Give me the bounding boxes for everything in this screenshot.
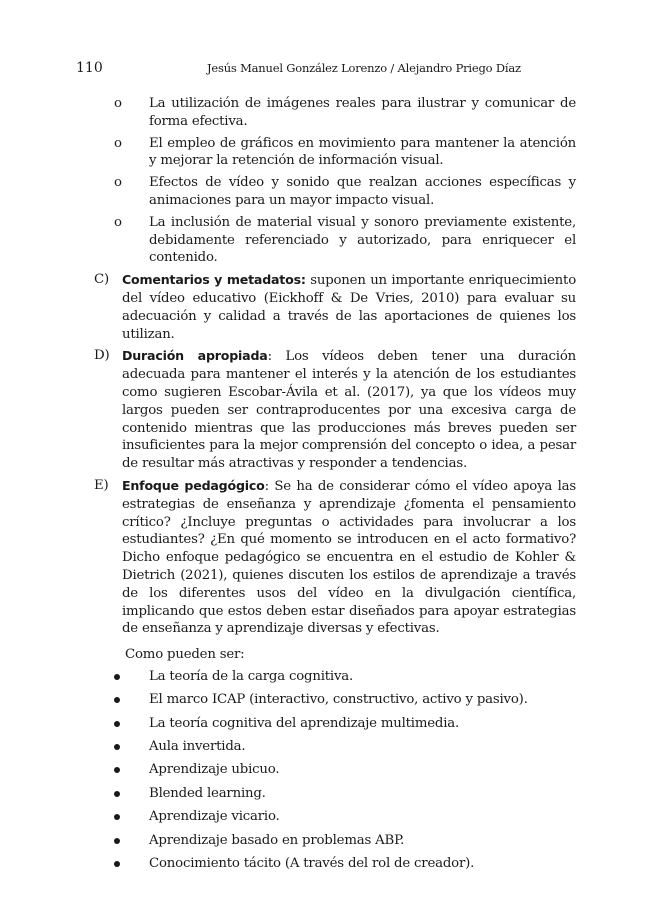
bullet-dot-icon (114, 767, 120, 773)
bullet-dot-icon (114, 814, 120, 820)
section-term: Enfoque pedagógico (122, 477, 265, 493)
bullet-dot-icon (114, 791, 120, 797)
section-term: Duración apropiada (122, 348, 268, 364)
sub-item-text: La utilización de imágenes reales para ilustrar y comunicar de forma efectiva. (149, 96, 576, 129)
section-letter: E) (94, 477, 109, 493)
bullet-dot-icon (114, 838, 120, 844)
bullet-dot-icon (114, 721, 120, 727)
bullet-text: Aula invertida. (149, 739, 246, 755)
bullet-list-item (94, 808, 576, 831)
section-letter: D) (94, 348, 110, 364)
page-number: 110 (76, 60, 103, 76)
bullet-dot-icon (114, 674, 120, 680)
circle-bullet-marker: o (114, 175, 122, 191)
page-body (94, 95, 576, 878)
circle-bullet-marker: o (114, 135, 122, 151)
bullet-list-item (94, 738, 576, 761)
bullet-dot-icon (114, 697, 120, 703)
bullet-text: El marco ICAP (interactivo, constructivo, activo y pasivo). (149, 692, 528, 708)
circle-bullet-marker: o (114, 214, 122, 230)
bullet-dot-icon (114, 861, 120, 867)
bullet-list-item (94, 855, 576, 878)
bullet-text: La teoría de la carga cognitiva. (149, 668, 354, 684)
bullet-dot-icon (114, 744, 120, 750)
bullet-list-item (94, 761, 576, 784)
section-d (94, 347, 576, 473)
bullet-text: Blended learning. (149, 785, 266, 801)
section-letter: C) (94, 272, 109, 288)
section-text: : Se ha de considerar cómo el vídeo apoya las estrategias de enseñanza y aprendizaje ¿fomenta el pensamiento crítico? ¿Incluye preguntas o actividades para involucrar a los estudiantes? ¿En qué momento se introducen en el acto formativo? Dicho enfoque pedagógico se encuentra en el estudio de Kohler & Dietrich (2021), quienes discuten los estilos de aprendizaje a través de los diferentes usos del vídeo en la divulgación científica, implicando que estos deben estar diseñados para apoyar estrategias de enseñanza y aprendizaje diversas y efectivas. (122, 478, 576, 637)
bullet-list-item (94, 715, 576, 738)
sub-list-item (94, 95, 576, 131)
page-header (76, 58, 574, 78)
sub-list-item (94, 214, 576, 267)
section-term: Comentarios y metadatos: (122, 272, 306, 288)
bullet-list-item (94, 832, 576, 855)
bullet-text: Conocimiento tácito (A través del rol de creador). (149, 856, 475, 872)
bullet-list-item (94, 668, 576, 691)
section-text: suponen un importante enriquecimiento del vídeo educativo (Eickhoff & De Vries, 2010) para evaluar su adecuación y calidad a través de las aportaciones de quienes los utilizan. (122, 273, 576, 342)
bullet-list-item (94, 785, 576, 808)
bullet-text: La teoría cognitiva del aprendizaje multimedia. (149, 715, 460, 731)
bullet-text: Aprendizaje ubicuo. (149, 762, 280, 778)
bullet-list-item (94, 691, 576, 714)
circle-bullet-marker: o (114, 96, 122, 111)
sub-item-list (94, 95, 576, 267)
lead-in-text: Como pueden ser: (125, 647, 245, 663)
running-head: Jesús Manuel González Lorenzo / Alejandro Priego Díaz (207, 61, 521, 75)
sub-item-text: La inclusión de material visual y sonoro previamente existente, debidamente referenciado y autorizado, para enriquecer el contenido. (149, 214, 576, 266)
section-e (94, 477, 576, 638)
bullet-list (94, 668, 576, 879)
sub-list-item (94, 174, 576, 210)
sub-list-item (94, 135, 576, 171)
sub-item-text: El empleo de gráficos en movimiento para mantener la atención y mejorar la retención de información visual. (149, 135, 576, 169)
sub-item-text: Efectos de vídeo y sonido que realzan acciones específicas y animaciones para un mayor impacto visual. (149, 175, 576, 208)
bullet-text: Aprendizaje vicario. (149, 809, 280, 825)
section-c (94, 271, 576, 343)
section-text: : Los vídeos deben tener una duración adecuada para mantener el interés y la atención de los estudiantes como sugieren Escobar-Ávila et al. (2017), ya que los vídeos muy largos pueden ser contraproducentes por una excesiva carga de contenido mientras que las producciones más breves pueden ser insuficientes para la mejor comprensión del concepto o idea, a pesar de resultar más atractivas y responder a tendencias. (122, 349, 576, 472)
bullet-text: Aprendizaje basado en problemas ABP. (149, 832, 405, 848)
